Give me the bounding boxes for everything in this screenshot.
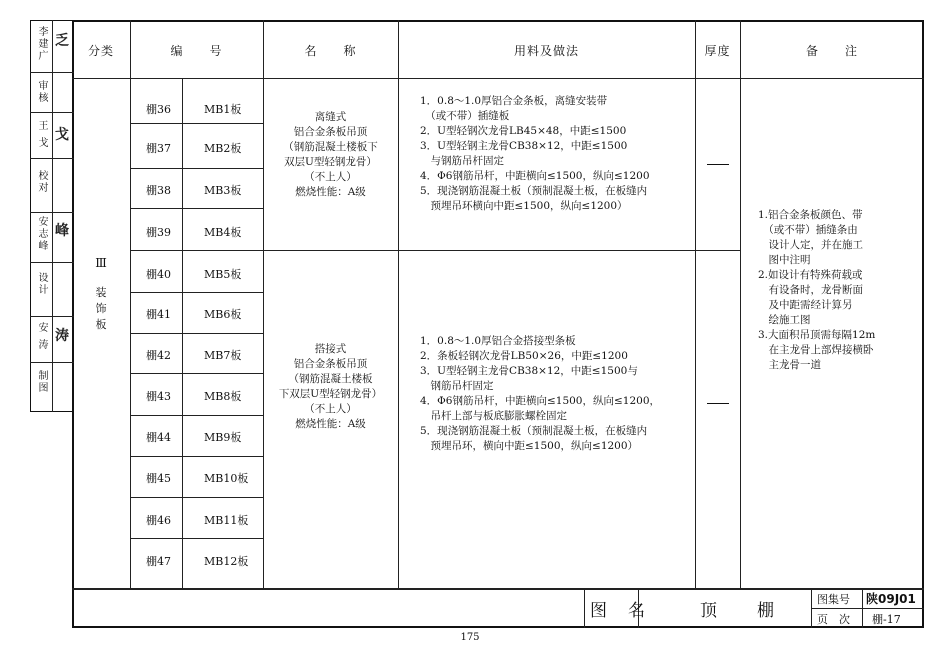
title-block-top xyxy=(72,588,924,590)
table-row-code: 棚42 xyxy=(146,349,171,362)
table-row-code: 棚46 xyxy=(146,514,171,527)
table-row-code: MB11板 xyxy=(204,514,249,527)
header-category: 分类 xyxy=(87,44,114,58)
materials-bottom: 1．0.8～1.0厚铝合金搭接型条板 2．条板轻钢次龙骨LB50×26，中距≤1200 3．U型轻钢主龙骨CB38×12，中距≤1500与 钢筋吊杆固定 4．Φ6钢筋吊杆，中距横向≤1500，纵向≤1200， 吊杆上部与板底膨胀螺栓固定 5．现浇钢筋混凝土板（预制混凝土板，在板缝内 预埋吊环，横向中距≤1500，纵向≤1200） xyxy=(420,335,661,452)
table-row-code: MB6板 xyxy=(204,308,242,321)
figure-name-label: 图 名 xyxy=(590,601,647,621)
atlas-value: 陕09J01 xyxy=(866,592,916,606)
category-word: 板 xyxy=(95,318,107,331)
signature-mark: 戈 xyxy=(55,127,69,143)
materials-top: 1．0.8～1.0厚铝合金条板，离缝安装带 （或不带）插缝板 2．U型轻钢次龙骨LB45×48，中距≤1500 3．U型轻钢主龙骨CB38×12，中距≤1500 与钢筋吊杆固定 4．Φ6钢筋吊杆，中距横向≤1500，纵向≤1200 5．现浇钢筋混凝土板（预制混凝土板，在板缝内 预埋吊环横向中距≤1500，纵向≤1200） xyxy=(420,95,650,212)
thickness-dash xyxy=(707,403,729,404)
table-row-code: 棚41 xyxy=(146,308,171,321)
table-row-code: 棚43 xyxy=(146,390,171,403)
table-row-code: 棚47 xyxy=(146,555,171,568)
page-label: 页 次 xyxy=(817,613,850,626)
table-row-code: MB5板 xyxy=(204,268,242,281)
name-bottom: 搭接式 铝合金条板吊顶 （钢筋混凝土楼板 下双层U型轻钢龙骨） （不上人） 燃烧性能：A级 xyxy=(278,343,383,430)
header-materials: 用料及做法 xyxy=(513,44,579,58)
page-number: 175 xyxy=(460,632,480,643)
figure-name: 顶 棚 xyxy=(700,601,776,621)
category-numeral: Ⅲ xyxy=(95,256,107,270)
signer-name-1: 李建广 xyxy=(36,26,47,62)
table-row-code: 棚36 xyxy=(146,103,171,116)
header-remarks: 备 注 xyxy=(805,44,858,58)
role-design: 设计 xyxy=(36,272,47,296)
table-row-code: 棚39 xyxy=(146,226,171,239)
table-row-code: MB4板 xyxy=(204,226,242,239)
signature-mark: 峰 xyxy=(55,223,69,239)
signature-mark: 涛 xyxy=(55,328,69,344)
header-name: 名 称 xyxy=(304,44,357,58)
table-row-code: MB10板 xyxy=(204,472,249,485)
table-row-code: 棚44 xyxy=(146,431,171,444)
category-word: 饰 xyxy=(95,302,107,315)
table-row-code: MB2板 xyxy=(204,142,242,155)
role-review: 审核 xyxy=(36,80,47,104)
page-value: 棚-17 xyxy=(872,613,901,626)
table-row-code: 棚45 xyxy=(146,472,171,485)
table-row-code: 棚40 xyxy=(146,268,171,281)
remarks-text: 1.铝合金条板颜色、带 （或不带）插缝条由 设计人定，并在施工 图中注明 2.如设计有特殊荷载或 有设备时，龙骨断面 及中距需经计算另 绘施工图 3.大面积吊顶需每隔12m 在主龙骨上部焊接横卧 主龙骨一道 xyxy=(758,209,876,371)
name-top: 离缝式 铝合金条板吊顶 （钢筋混凝土楼板下 双层U型轻钢龙骨） （不上人） 燃烧性能：A级 xyxy=(283,111,378,198)
table-row-code: MB7板 xyxy=(204,349,242,362)
signature-mark: 乏 xyxy=(55,33,69,49)
table-row-code: 棚37 xyxy=(146,142,171,155)
table-row-code: MB3板 xyxy=(204,184,242,197)
signer-name-4: 安 涛 xyxy=(36,322,47,352)
category-word: 装 xyxy=(95,286,107,299)
table-row-code: MB12板 xyxy=(204,555,249,568)
role-check: 校对 xyxy=(36,170,47,194)
signer-name-2: 王 戈 xyxy=(36,120,47,150)
atlas-label: 图集号 xyxy=(817,593,850,606)
header-code: 编 号 xyxy=(170,44,223,58)
thickness-dash xyxy=(707,164,729,165)
table-row-code: MB1板 xyxy=(204,103,242,116)
role-drawing: 制图 xyxy=(36,370,47,394)
header-thickness: 厚度 xyxy=(704,44,731,58)
table-row-code: MB8板 xyxy=(204,390,242,403)
table-row-code: MB9板 xyxy=(204,431,242,444)
table-row-code: 棚38 xyxy=(146,184,171,197)
signer-name-3: 安志峰 xyxy=(36,216,47,252)
